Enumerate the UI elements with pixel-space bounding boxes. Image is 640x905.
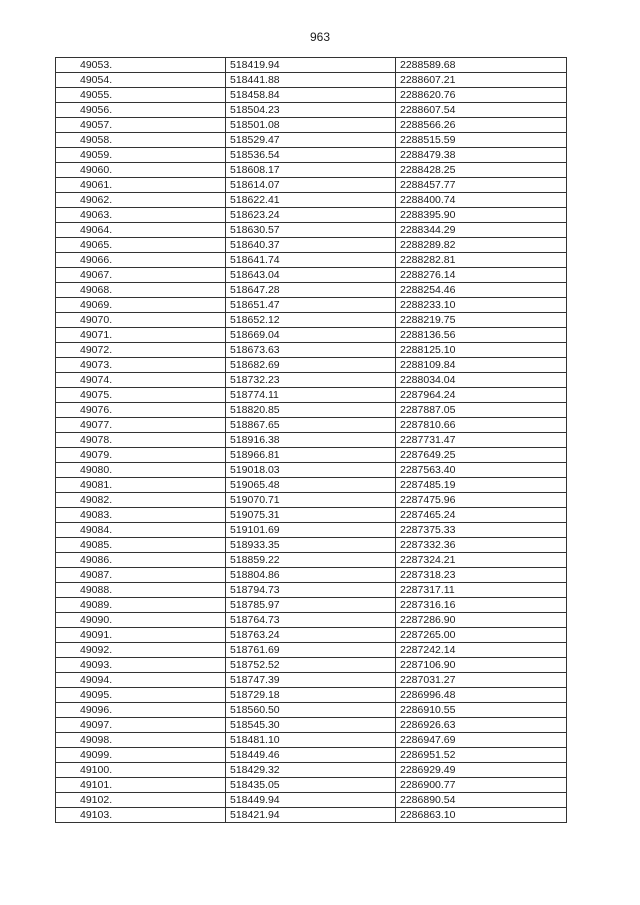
y-coordinate-cell: 2288034.04 xyxy=(396,373,567,388)
y-coordinate-cell: 2286890.54 xyxy=(396,793,567,808)
point-number-cell: 49074. xyxy=(56,373,226,388)
x-coordinate-cell: 518504.23 xyxy=(226,103,396,118)
y-coordinate-cell: 2288136.56 xyxy=(396,328,567,343)
y-coordinate-cell: 2288457.77 xyxy=(396,178,567,193)
point-number-cell: 49071. xyxy=(56,328,226,343)
y-coordinate-cell: 2287563.40 xyxy=(396,463,567,478)
table-row xyxy=(56,73,567,88)
table-row xyxy=(56,403,567,418)
point-number-cell: 49069. xyxy=(56,298,226,313)
point-number-cell: 49085. xyxy=(56,538,226,553)
x-coordinate-cell: 518545.30 xyxy=(226,718,396,733)
x-coordinate-cell: 518669.04 xyxy=(226,328,396,343)
x-coordinate-cell: 518651.47 xyxy=(226,298,396,313)
point-number-cell: 49096. xyxy=(56,703,226,718)
point-number-cell: 49090. xyxy=(56,613,226,628)
y-coordinate-cell: 2286910.55 xyxy=(396,703,567,718)
y-coordinate-cell: 2286863.10 xyxy=(396,808,567,823)
x-coordinate-cell: 518419.94 xyxy=(226,58,396,73)
x-coordinate-cell: 518449.94 xyxy=(226,793,396,808)
point-number-cell: 49091. xyxy=(56,628,226,643)
point-number-cell: 49088. xyxy=(56,583,226,598)
x-coordinate-cell: 518608.17 xyxy=(226,163,396,178)
point-number-cell: 49053. xyxy=(56,58,226,73)
point-number-cell: 49072. xyxy=(56,343,226,358)
x-coordinate-cell: 518641.74 xyxy=(226,253,396,268)
point-number-cell: 49064. xyxy=(56,223,226,238)
table-row xyxy=(56,193,567,208)
table-row xyxy=(56,163,567,178)
x-coordinate-cell: 518640.37 xyxy=(226,238,396,253)
table-row xyxy=(56,418,567,433)
table-row xyxy=(56,133,567,148)
table-row xyxy=(56,688,567,703)
table-row xyxy=(56,598,567,613)
point-number-cell: 49086. xyxy=(56,553,226,568)
table-row xyxy=(56,313,567,328)
point-number-cell: 49097. xyxy=(56,718,226,733)
point-number-cell: 49073. xyxy=(56,358,226,373)
x-coordinate-cell: 518560.50 xyxy=(226,703,396,718)
point-number-cell: 49057. xyxy=(56,118,226,133)
x-coordinate-cell: 518732.23 xyxy=(226,373,396,388)
y-coordinate-cell: 2288428.25 xyxy=(396,163,567,178)
y-coordinate-cell: 2287731.47 xyxy=(396,433,567,448)
y-coordinate-cell: 2286951.52 xyxy=(396,748,567,763)
point-number-cell: 49058. xyxy=(56,133,226,148)
y-coordinate-cell: 2288395.90 xyxy=(396,208,567,223)
y-coordinate-cell: 2287964.24 xyxy=(396,388,567,403)
x-coordinate-cell: 518794.73 xyxy=(226,583,396,598)
x-coordinate-cell: 518916.38 xyxy=(226,433,396,448)
point-number-cell: 49055. xyxy=(56,88,226,103)
x-coordinate-cell: 518673.63 xyxy=(226,343,396,358)
table-row xyxy=(56,103,567,118)
x-coordinate-cell: 518643.04 xyxy=(226,268,396,283)
x-coordinate-cell: 518481.10 xyxy=(226,733,396,748)
y-coordinate-cell: 2287810.66 xyxy=(396,418,567,433)
x-coordinate-cell: 519018.03 xyxy=(226,463,396,478)
x-coordinate-cell: 518501.08 xyxy=(226,118,396,133)
point-number-cell: 49062. xyxy=(56,193,226,208)
point-number-cell: 49087. xyxy=(56,568,226,583)
point-number-cell: 49075. xyxy=(56,388,226,403)
x-coordinate-cell: 518867.65 xyxy=(226,418,396,433)
y-coordinate-cell: 2287649.25 xyxy=(396,448,567,463)
x-coordinate-cell: 518429.32 xyxy=(226,763,396,778)
point-number-cell: 49063. xyxy=(56,208,226,223)
table-row xyxy=(56,118,567,133)
table-row xyxy=(56,553,567,568)
coordinates-table-body xyxy=(56,58,567,823)
x-coordinate-cell: 518441.88 xyxy=(226,73,396,88)
table-row xyxy=(56,58,567,73)
point-number-cell: 49081. xyxy=(56,478,226,493)
x-coordinate-cell: 518622.41 xyxy=(226,193,396,208)
y-coordinate-cell: 2287485.19 xyxy=(396,478,567,493)
point-number-cell: 49098. xyxy=(56,733,226,748)
coordinates-table xyxy=(55,57,567,823)
table-row xyxy=(56,508,567,523)
y-coordinate-cell: 2288344.29 xyxy=(396,223,567,238)
x-coordinate-cell: 518774.11 xyxy=(226,388,396,403)
table-row xyxy=(56,493,567,508)
table-row xyxy=(56,343,567,358)
table-row xyxy=(56,748,567,763)
point-number-cell: 49056. xyxy=(56,103,226,118)
point-number-cell: 49093. xyxy=(56,658,226,673)
y-coordinate-cell: 2286947.69 xyxy=(396,733,567,748)
point-number-cell: 49099. xyxy=(56,748,226,763)
point-number-cell: 49084. xyxy=(56,523,226,538)
x-coordinate-cell: 518536.54 xyxy=(226,148,396,163)
table-row xyxy=(56,358,567,373)
y-coordinate-cell: 2288515.59 xyxy=(396,133,567,148)
point-number-cell: 49068. xyxy=(56,283,226,298)
table-row xyxy=(56,808,567,823)
x-coordinate-cell: 518859.22 xyxy=(226,553,396,568)
table-row xyxy=(56,583,567,598)
x-coordinate-cell: 518785.97 xyxy=(226,598,396,613)
point-number-cell: 49080. xyxy=(56,463,226,478)
table-row xyxy=(56,568,567,583)
y-coordinate-cell: 2288125.10 xyxy=(396,343,567,358)
x-coordinate-cell: 518647.28 xyxy=(226,283,396,298)
table-row xyxy=(56,733,567,748)
y-coordinate-cell: 2287887.05 xyxy=(396,403,567,418)
x-coordinate-cell: 518623.24 xyxy=(226,208,396,223)
y-coordinate-cell: 2287265.00 xyxy=(396,628,567,643)
y-coordinate-cell: 2287465.24 xyxy=(396,508,567,523)
table-row xyxy=(56,643,567,658)
y-coordinate-cell: 2287316.16 xyxy=(396,598,567,613)
table-row xyxy=(56,793,567,808)
table-row xyxy=(56,328,567,343)
y-coordinate-cell: 2287242.14 xyxy=(396,643,567,658)
y-coordinate-cell: 2288400.74 xyxy=(396,193,567,208)
y-coordinate-cell: 2286900.77 xyxy=(396,778,567,793)
y-coordinate-cell: 2286996.48 xyxy=(396,688,567,703)
table-row xyxy=(56,628,567,643)
table-row xyxy=(56,718,567,733)
x-coordinate-cell: 518421.94 xyxy=(226,808,396,823)
table-row xyxy=(56,373,567,388)
y-coordinate-cell: 2288276.14 xyxy=(396,268,567,283)
x-coordinate-cell: 518752.52 xyxy=(226,658,396,673)
point-number-cell: 49060. xyxy=(56,163,226,178)
point-number-cell: 49077. xyxy=(56,418,226,433)
y-coordinate-cell: 2287031.27 xyxy=(396,673,567,688)
x-coordinate-cell: 518966.81 xyxy=(226,448,396,463)
y-coordinate-cell: 2287286.90 xyxy=(396,613,567,628)
y-coordinate-cell: 2288233.10 xyxy=(396,298,567,313)
x-coordinate-cell: 518729.18 xyxy=(226,688,396,703)
table-row xyxy=(56,658,567,673)
x-coordinate-cell: 519065.48 xyxy=(226,478,396,493)
table-row xyxy=(56,523,567,538)
table-row xyxy=(56,478,567,493)
point-number-cell: 49083. xyxy=(56,508,226,523)
table-row xyxy=(56,298,567,313)
y-coordinate-cell: 2286926.63 xyxy=(396,718,567,733)
table-row xyxy=(56,778,567,793)
y-coordinate-cell: 2288607.54 xyxy=(396,103,567,118)
x-coordinate-cell: 518630.57 xyxy=(226,223,396,238)
table-row xyxy=(56,538,567,553)
point-number-cell: 49076. xyxy=(56,403,226,418)
point-number-cell: 49059. xyxy=(56,148,226,163)
y-coordinate-cell: 2287106.90 xyxy=(396,658,567,673)
table-row xyxy=(56,223,567,238)
table-row xyxy=(56,208,567,223)
point-number-cell: 49095. xyxy=(56,688,226,703)
x-coordinate-cell: 518449.46 xyxy=(226,748,396,763)
x-coordinate-cell: 518763.24 xyxy=(226,628,396,643)
x-coordinate-cell: 518458.84 xyxy=(226,88,396,103)
point-number-cell: 49065. xyxy=(56,238,226,253)
point-number-cell: 49101. xyxy=(56,778,226,793)
y-coordinate-cell: 2287375.33 xyxy=(396,523,567,538)
point-number-cell: 49100. xyxy=(56,763,226,778)
y-coordinate-cell: 2288282.81 xyxy=(396,253,567,268)
y-coordinate-cell: 2288479.38 xyxy=(396,148,567,163)
x-coordinate-cell: 519101.69 xyxy=(226,523,396,538)
x-coordinate-cell: 518820.85 xyxy=(226,403,396,418)
x-coordinate-cell: 518652.12 xyxy=(226,313,396,328)
point-number-cell: 49082. xyxy=(56,493,226,508)
y-coordinate-cell: 2288289.82 xyxy=(396,238,567,253)
table-row xyxy=(56,673,567,688)
x-coordinate-cell: 519075.31 xyxy=(226,508,396,523)
y-coordinate-cell: 2288566.26 xyxy=(396,118,567,133)
y-coordinate-cell: 2288219.75 xyxy=(396,313,567,328)
point-number-cell: 49103. xyxy=(56,808,226,823)
point-number-cell: 49054. xyxy=(56,73,226,88)
table-row xyxy=(56,463,567,478)
y-coordinate-cell: 2286929.49 xyxy=(396,763,567,778)
x-coordinate-cell: 518614.07 xyxy=(226,178,396,193)
table-row xyxy=(56,178,567,193)
y-coordinate-cell: 2287475.96 xyxy=(396,493,567,508)
x-coordinate-cell: 518529.47 xyxy=(226,133,396,148)
point-number-cell: 49089. xyxy=(56,598,226,613)
x-coordinate-cell: 518747.39 xyxy=(226,673,396,688)
y-coordinate-cell: 2287332.36 xyxy=(396,538,567,553)
point-number-cell: 49102. xyxy=(56,793,226,808)
point-number-cell: 49070. xyxy=(56,313,226,328)
x-coordinate-cell: 519070.71 xyxy=(226,493,396,508)
point-number-cell: 49079. xyxy=(56,448,226,463)
y-coordinate-cell: 2287324.21 xyxy=(396,553,567,568)
y-coordinate-cell: 2288254.46 xyxy=(396,283,567,298)
point-number-cell: 49078. xyxy=(56,433,226,448)
y-coordinate-cell: 2288589.68 xyxy=(396,58,567,73)
point-number-cell: 49067. xyxy=(56,268,226,283)
point-number-cell: 49066. xyxy=(56,253,226,268)
x-coordinate-cell: 518804.86 xyxy=(226,568,396,583)
table-row xyxy=(56,148,567,163)
x-coordinate-cell: 518933.35 xyxy=(226,538,396,553)
page-number: 963 xyxy=(309,30,331,44)
x-coordinate-cell: 518682.69 xyxy=(226,358,396,373)
table-row xyxy=(56,268,567,283)
table-row xyxy=(56,253,567,268)
y-coordinate-cell: 2288109.84 xyxy=(396,358,567,373)
table-row xyxy=(56,613,567,628)
point-number-cell: 49092. xyxy=(56,643,226,658)
table-row xyxy=(56,448,567,463)
table-row xyxy=(56,763,567,778)
y-coordinate-cell: 2288607.21 xyxy=(396,73,567,88)
x-coordinate-cell: 518435.05 xyxy=(226,778,396,793)
table-row xyxy=(56,388,567,403)
table-row xyxy=(56,238,567,253)
table-row xyxy=(56,703,567,718)
table-row xyxy=(56,433,567,448)
table-row xyxy=(56,88,567,103)
y-coordinate-cell: 2287317.11 xyxy=(396,583,567,598)
y-coordinate-cell: 2288620.76 xyxy=(396,88,567,103)
y-coordinate-cell: 2287318.23 xyxy=(396,568,567,583)
x-coordinate-cell: 518761.69 xyxy=(226,643,396,658)
point-number-cell: 49061. xyxy=(56,178,226,193)
table-row xyxy=(56,283,567,298)
x-coordinate-cell: 518764.73 xyxy=(226,613,396,628)
point-number-cell: 49094. xyxy=(56,673,226,688)
